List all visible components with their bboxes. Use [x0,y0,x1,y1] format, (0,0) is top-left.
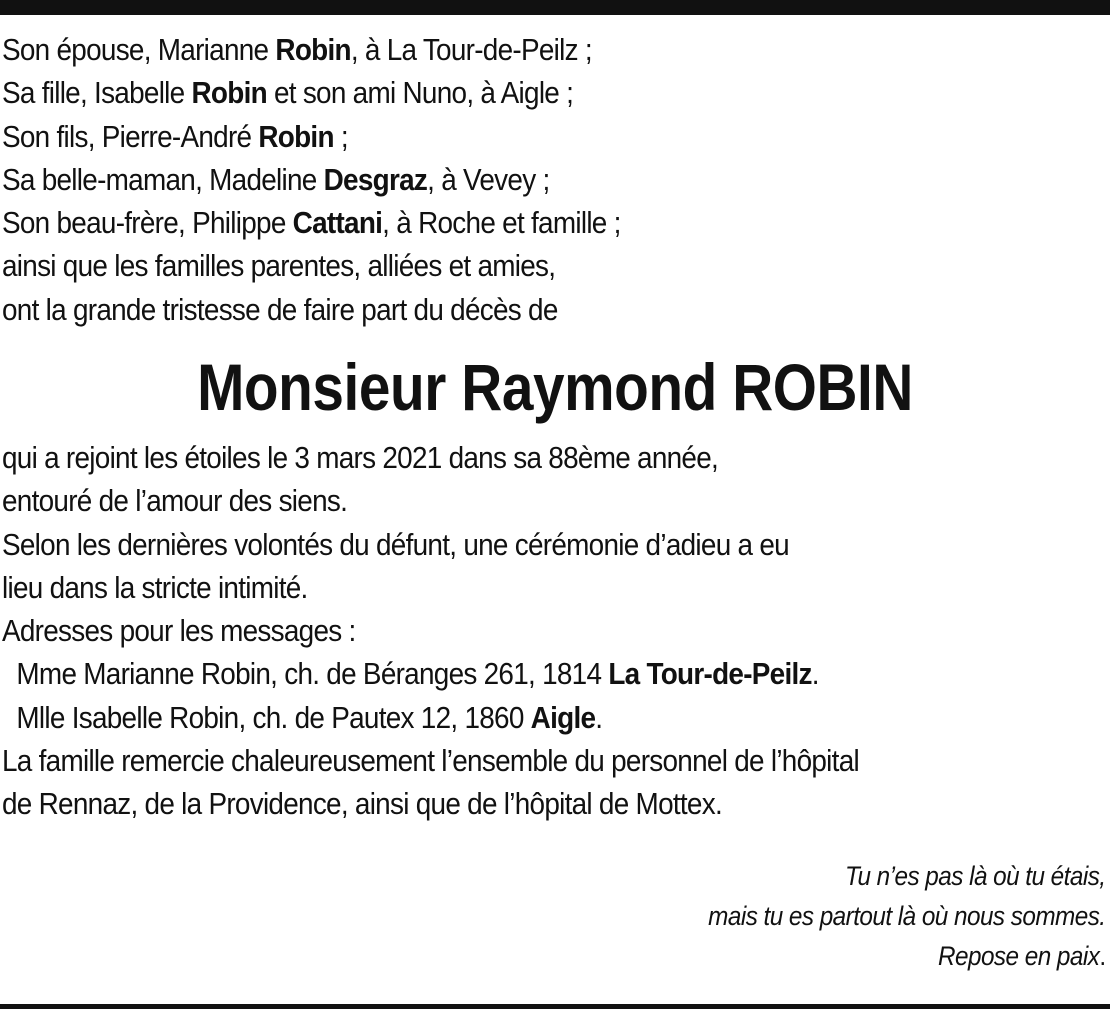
epitaph-line-3: Repose en paix. [938,941,1106,971]
announcement-line-brother-in-law: Son beau-frère, Philippe Cattani, à Roche et famille ; [2,205,621,241]
address-locality: Aigle [530,699,596,735]
details-line-ceremony: Selon les dernières volontés du défunt, une cérémonie d’adieu a eu [2,526,789,562]
details-line-date: qui a rejoint les étoiles le 3 mars 2021 dans sa 88ème année, [2,440,719,475]
epitaph-line-2: mais tu es partout là où nous sommes. [708,901,1106,931]
surname: Robin [275,32,351,67]
surname: Desgraz [323,161,428,197]
details-line-surrounded: entouré de l’amour des siens. [2,483,348,519]
announcement-line-families: ainsi que les familles parentes, alliées et amies, [2,248,556,284]
surname: Robin [191,75,267,111]
top-border-rule [0,0,1110,15]
announcement-line-spouse: Son épouse, Marianne Robin, à La Tour-de-Peilz ; [2,32,592,67]
announcement-block [2,28,996,331]
deceased-name-heading: Monsieur Raymond ROBIN [197,350,913,424]
surname: Cattani [292,205,383,241]
epitaph-line-1: Tu n’es pas là où tu étais, [845,861,1106,891]
address-locality: La Tour-de-Peilz [608,656,812,692]
bottom-border-rule [0,1004,1110,1009]
address-line-marianne: Mme Marianne Robin, ch. de Béranges 261, 1814 La Tour-de-Peilz. [16,656,819,692]
surname: Robin [258,118,334,154]
announcement-line-intro: ont la grande tristesse de faire part du décès de [2,291,558,327]
details-line-thanks: La famille remercie chaleureusement l’ensemble du personnel de l’hôpital [2,743,859,779]
announcement-line-son: Son fils, Pierre-André Robin ; [2,118,348,154]
announcement-line-mother-in-law: Sa belle-maman, Madeline Desgraz, à Vevey ; [2,161,550,197]
epitaph-block [709,856,1106,976]
address-line-isabelle: Mlle Isabelle Robin, ch. de Pautex 12, 1860 Aigle. [16,699,603,735]
details-block [2,436,1064,826]
announcement-line-daughter: Sa fille, Isabelle Robin et son ami Nuno, à Aigle ; [2,75,574,111]
details-line-intimacy: lieu dans la stricte intimité. [2,569,308,605]
details-line-hospitals: de Rennaz, de la Providence, ainsi que de l’hôpital de Mottex. [2,786,722,822]
details-line-addresses-heading: Adresses pour les messages : [2,613,356,649]
